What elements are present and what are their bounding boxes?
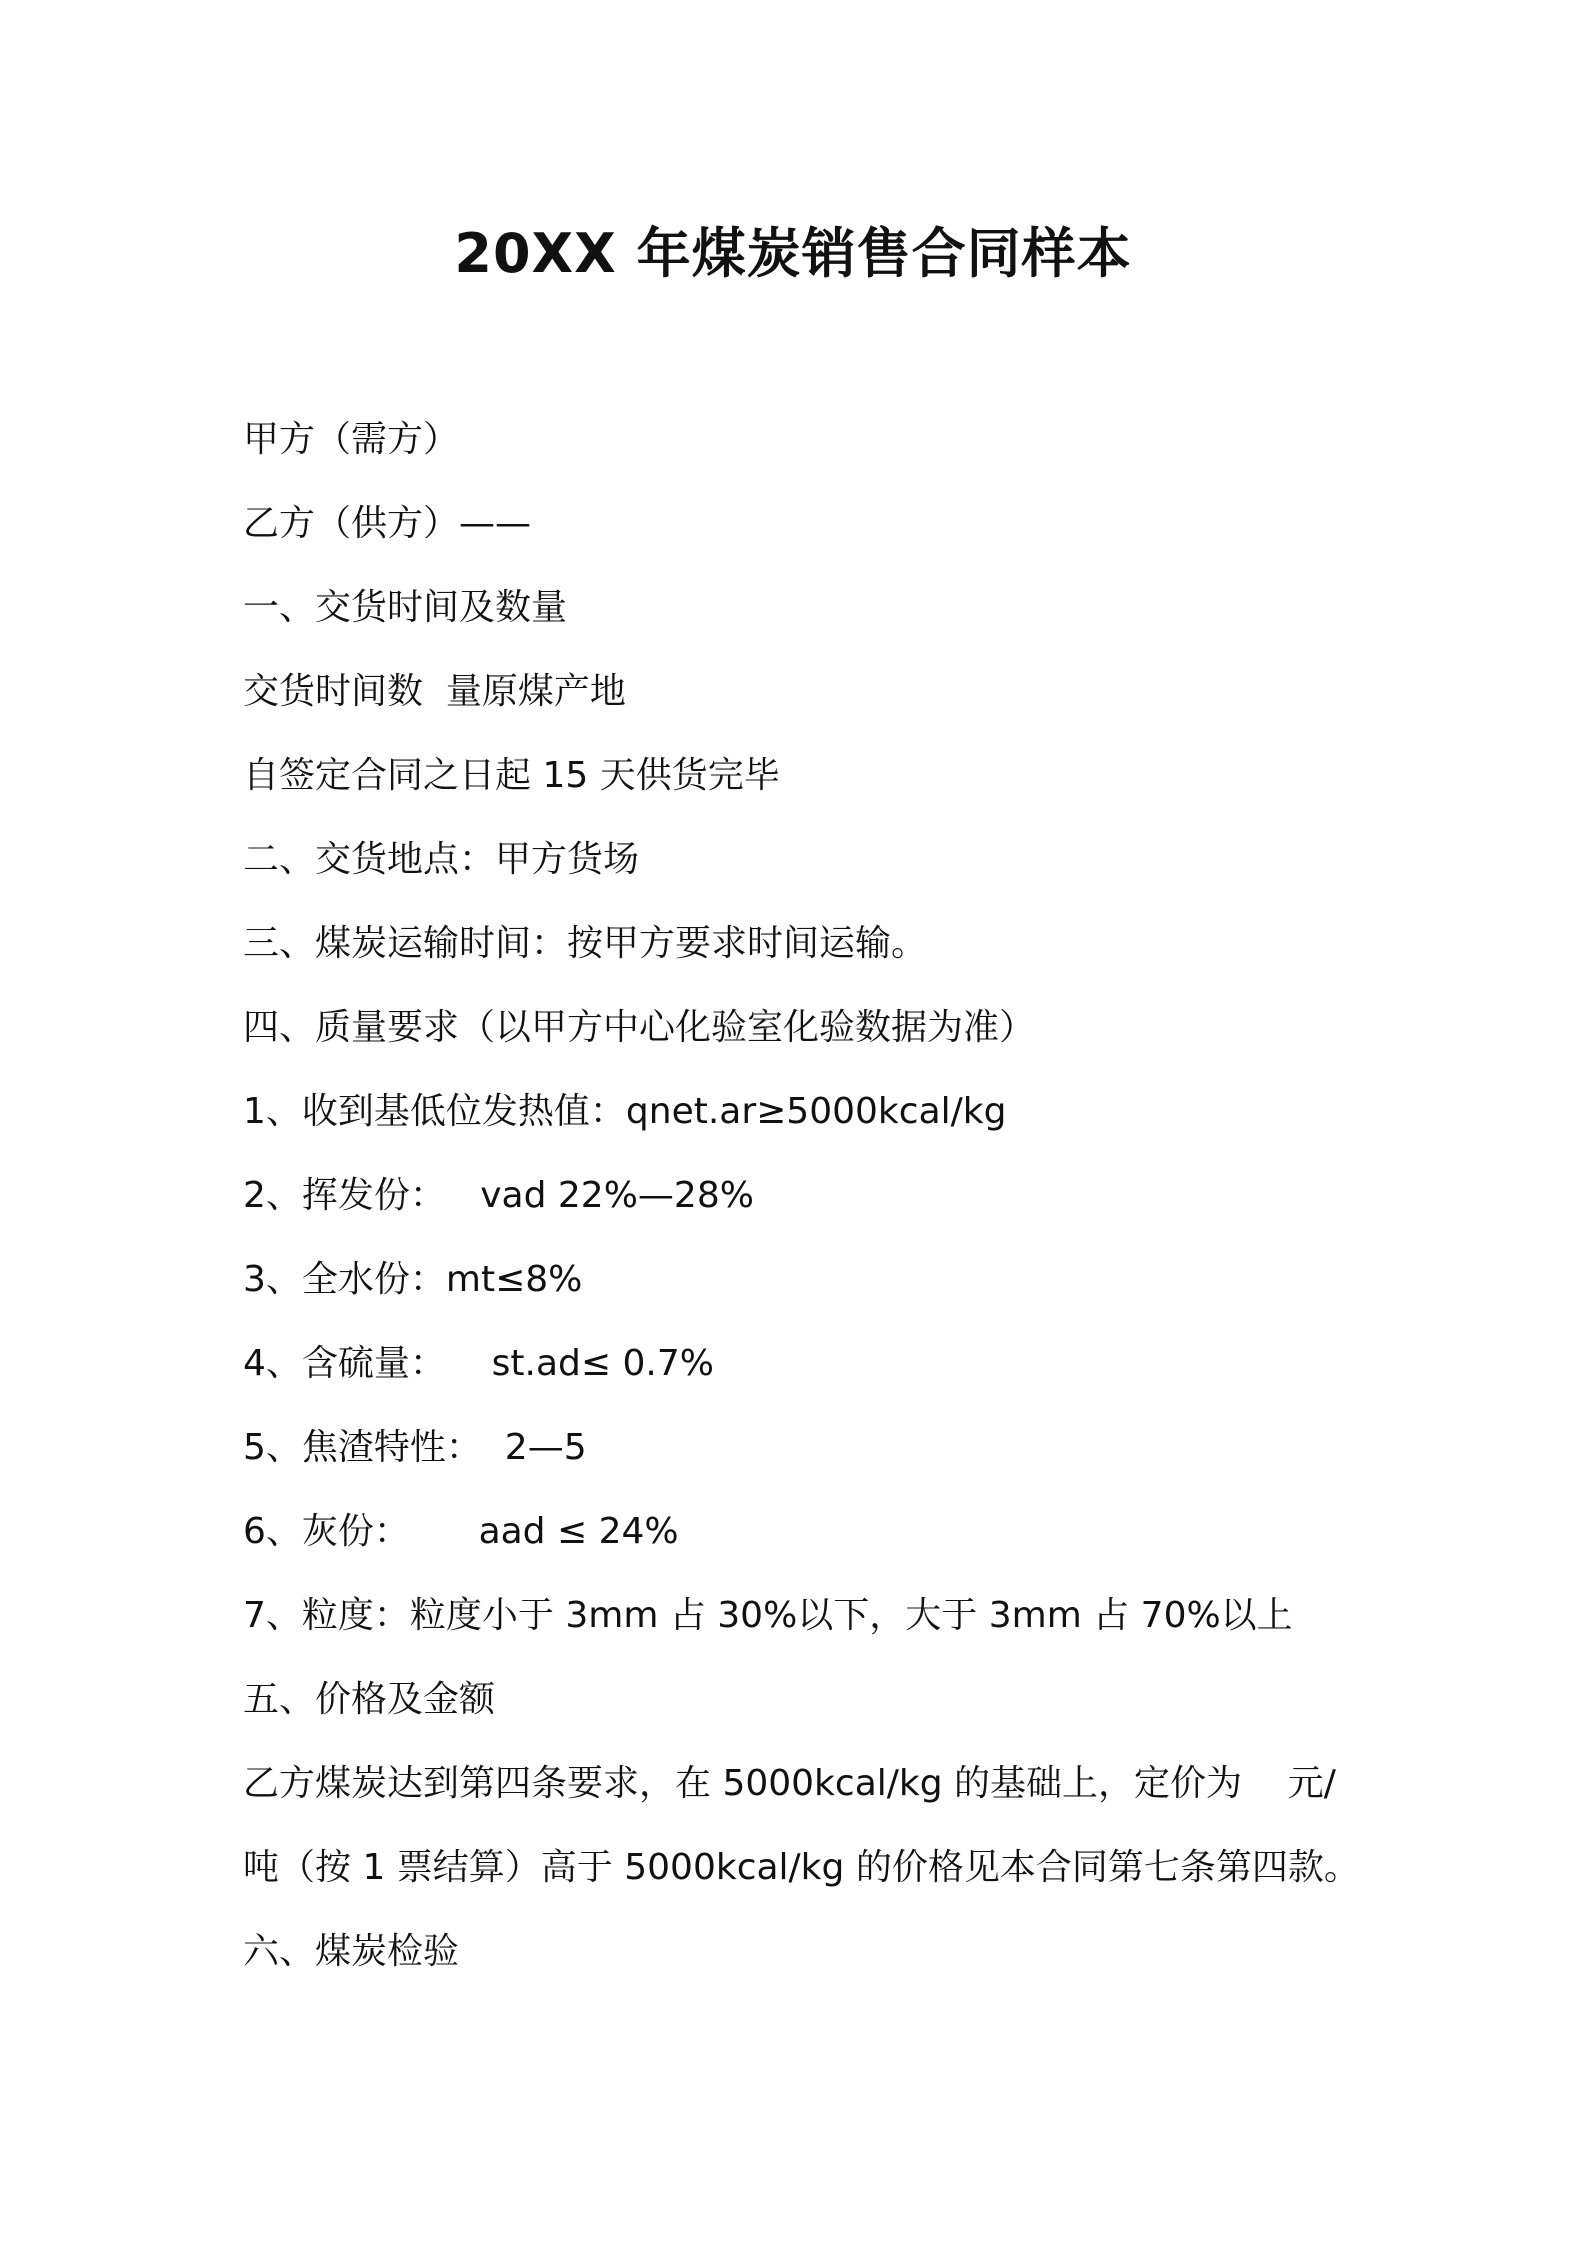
quality-item-4: 4、含硫量： st.ad≤ 0.7% — [243, 1343, 714, 1384]
quality-item-3: 3、全水份：mt≤8% — [243, 1259, 583, 1300]
section-4-heading: 四、质量要求（以甲方中心化验室化验数据为准） — [243, 1007, 1036, 1048]
price-text-line-2: 吨（按 1 票结算）高于 5000kcal/kg 的价格见本合同第七条第四款。 — [243, 1847, 1360, 1888]
quality-item-1: 1、收到基低位发热值：qnet.ar≥5000kcal/kg — [243, 1091, 1007, 1132]
line-party-a: 甲方（需方） — [243, 419, 460, 460]
quality-item-6: 6、灰份： aad ≤ 24% — [243, 1511, 679, 1552]
quality-item-2: 2、挥发份： vad 22%—28% — [243, 1175, 754, 1216]
document-title: 20XX 年煤炭销售合同样本 — [454, 222, 1132, 285]
delivery-time-text: 自签定合同之日起 15 天供货完毕 — [243, 755, 780, 796]
quality-item-7: 7、粒度：粒度小于 3mm 占 30%以下，大于 3mm 占 70%以上 — [243, 1595, 1293, 1636]
section-6-heading: 六、煤炭检验 — [243, 1931, 460, 1972]
section-1-heading: 一、交货时间及数量 — [243, 587, 568, 628]
section-5-heading: 五、价格及金额 — [243, 1679, 496, 1720]
section-2-delivery-place: 二、交货地点：甲方货场 — [243, 839, 640, 880]
document-body — [243, 398, 1443, 1994]
quality-item-5: 5、焦渣特性： 2—5 — [243, 1427, 587, 1468]
section-3-transport-time: 三、煤炭运输时间：按甲方要求时间运输。 — [243, 923, 928, 964]
line-party-b: 乙方（供方）—— — [243, 503, 532, 544]
delivery-table-header: 交货时间数 量原煤产地 — [243, 671, 626, 712]
price-text-line-1: 乙方煤炭达到第四条要求，在 5000kcal/kg 的基础上，定价为 元/ — [243, 1763, 1336, 1804]
